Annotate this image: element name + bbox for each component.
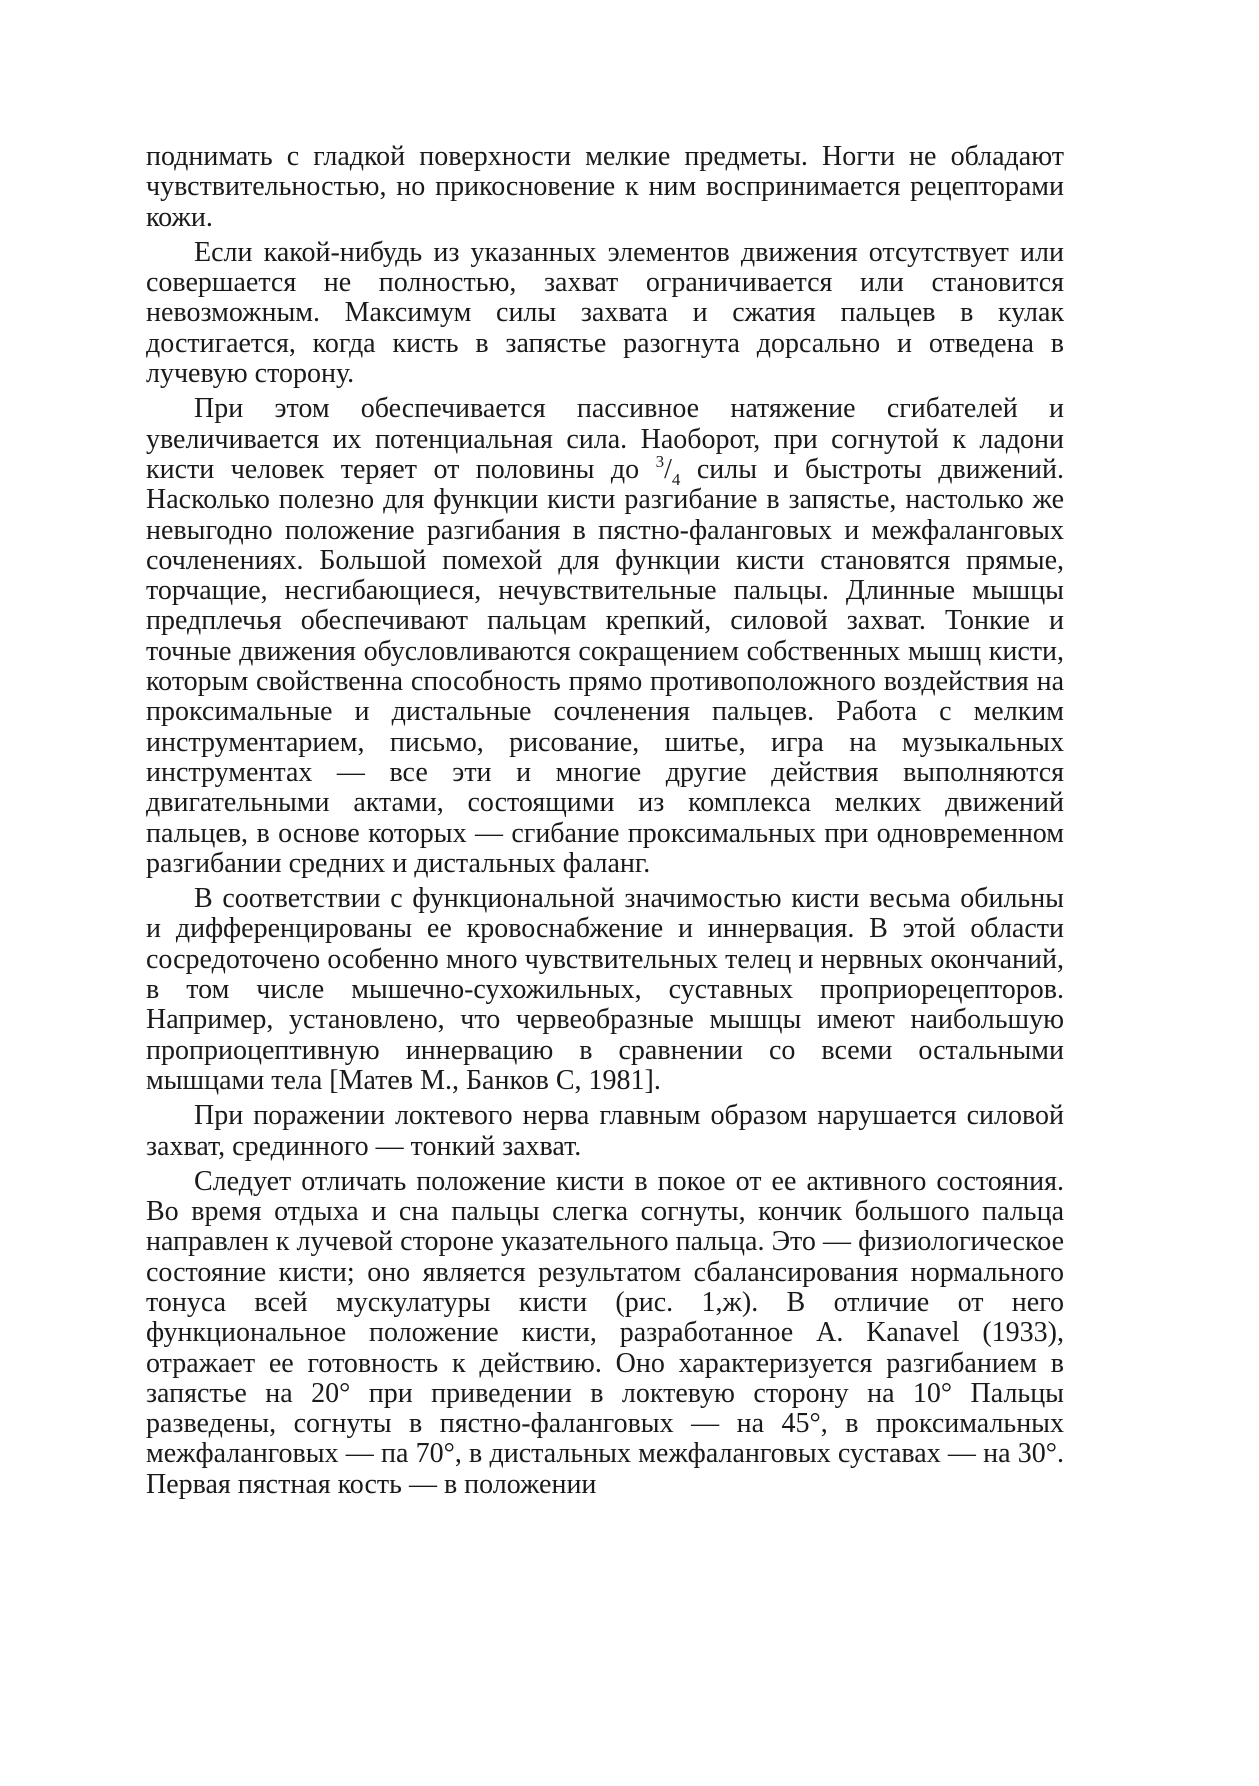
fraction-slash: /	[664, 453, 672, 485]
paragraph: В соответствии с функциональной значимостью кисти весьма обильны и дифференцированы ее кровоснабжение и иннервация. В этой области сосредоточено особенно много чувствительных телец и нервных окончаний, в том числе мышечно-сухожильных, суставных проприорецепторов. Например, установлено, что червеобразные мышцы имеют наибольшую проприоцептивную иннервацию в сравнении со всеми остальными мышцами тела [Матев М., Банков С, 1981].	[146, 883, 1064, 1096]
document-page	[146, 142, 1064, 1505]
paragraph: Если какой-нибудь из указанных элементов движения отсутствует или совершается не полностью, захват ограничивается или становится невозможным. Максимум силы захвата и сжатия пальцев в кулак достигается, когда кисть в запястье разогнута дорсально и отведена в лучевую сторону.	[146, 236, 1064, 390]
paragraph: Следует отличать положение кисти в покое от ее активного состояния. Во время отдыха и сна пальцы слегка согнуты, кончик большого пальца направлен к лучевой стороне указательного пальца. Это — физиологическое состояние кисти; оно является результатом сбалансирования нормального тонуса всей мускулатуры кисти (рис. 1,ж). В отличие от него функциональное положение кисти, разработанное A. Kanavel (1933), отражает ее готовность к действию. Оно характеризуется разгибанием в запястье на 20° при приведении в локтевую сторону на 10° Пальцы разведены, согнуты в пястно-фаланговых — на 45°, в проксимальных межфаланговых — па 70°, в дистальных межфаланговых суставах — на 30°. Первая пястная кость — в положении	[146, 1165, 1064, 1500]
paragraph: При поражении локтевого нерва главным образом нарушается силовой захват, срединного — тонкий захват.	[146, 1100, 1064, 1162]
fraction-denominator: 4	[671, 469, 681, 489]
paragraph-text: При этом обеспечивается пассивное натяжение сгибателей и увеличивается их потенциальная сила. Наоборот, при согнутой к ладони кисти человек теряет от половины до	[146, 393, 1064, 485]
fraction	[655, 451, 681, 489]
fraction-numerator: 3	[655, 451, 665, 471]
paragraph-text: силы и быстроты движений. Насколько полезно для функции кисти разгибание в запястье, настолько же невыгодно положение разгибания в пястно-фаланговых и межфаланговых сочленениях.	[146, 453, 1065, 576]
paragraph: поднимать с гладкой поверхности мелкие предметы. Ногти не обладают чувствительностью, но прикосновение к ним воспринимается рецепторами кожи.	[146, 141, 1064, 233]
paragraph-text: Большой помехой для функции кисти становятся прямые, торчащие, несгибающиеся, нечувствительные пальцы. Длинные мышцы предплечья обеспечивают пальцам крепкий, силовой захват. Тонкие и точные движения обусловливаются сокращением собственных мышц кисти, которым свойственна способность прямо противоположного воздействия на проксимальные и дистальные сочленения пальцев. Работа с мелким инструментарием, письмо, рисование, шитье, игра на музыкальных инструментах — все эти и многие другие действия выполняются двигательными актами, состоящими из комплекса мелких движений пальцев, в основе которых — сгибание проксимальных при одновременном разгибании средних и дистальных фаланг.	[146, 544, 1064, 879]
paragraph-with-fraction	[146, 394, 1064, 879]
